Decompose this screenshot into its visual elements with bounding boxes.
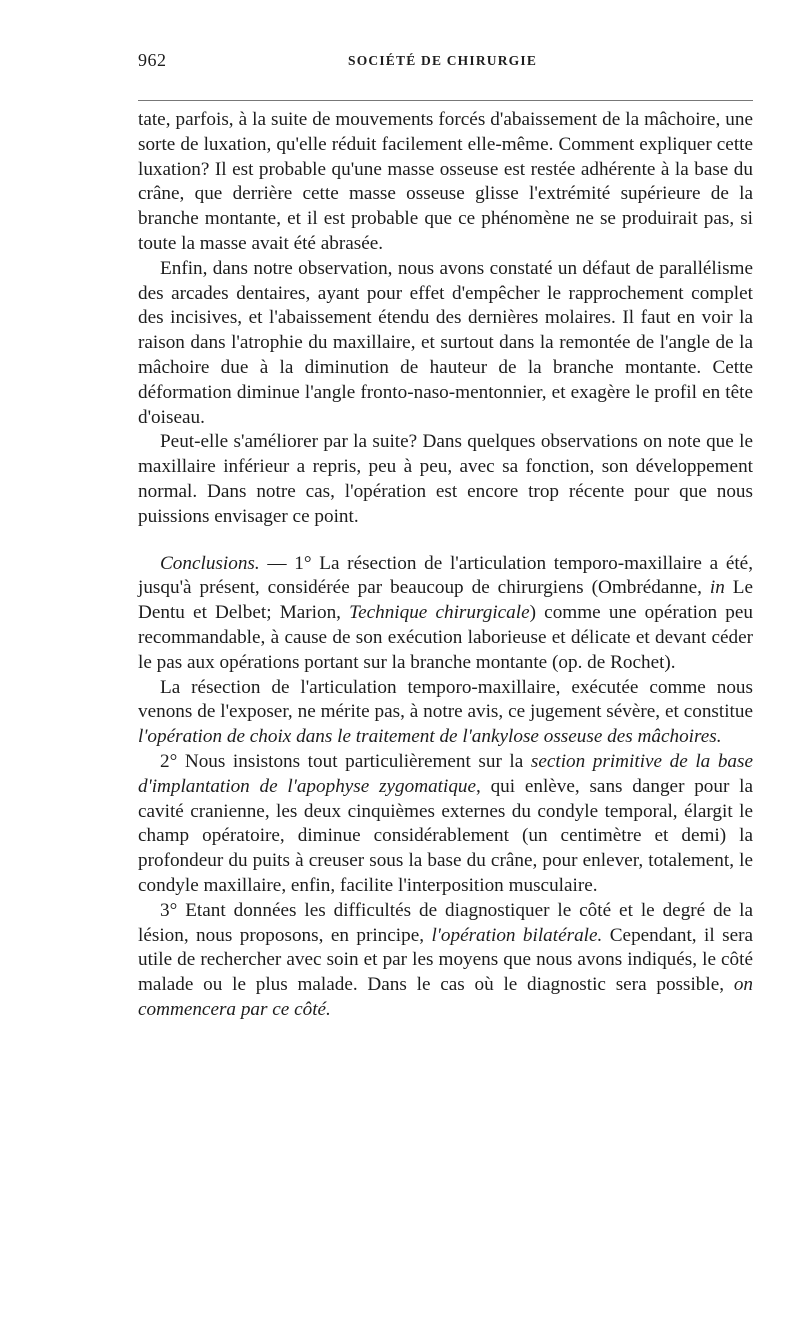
italic-text-run: section primitive de la base d'implantation de l'apophyse zygomatique <box>138 750 753 797</box>
text-run: Le Dentu et Delbet; Marion, <box>138 577 753 624</box>
page-number: 962 <box>138 50 167 70</box>
text-run: tate, parfois, à la suite de mouvements forcés d'abaissement de la mâchoire, une sorte de luxation, qu'elle réduit facilement elle-même. Comment expliquer cette luxation? Il est probable qu'une masse osseuse est restée adhérente à la base du crâne, que derrière cette masse osseuse glisse l'extrémité supérieure de la branche montante, et il est probable que ce phénomène ne se produirait pas, si toute la masse avait été abrasée. <box>138 109 753 254</box>
paragraph-improvement <box>138 430 753 529</box>
text-run: Cependant, il sera utile de rechercher avec soin et par les moyens que nous avons indiqués, le côté malade ou le plus malade. Dans le cas où le diagnostic sera possible, <box>138 924 753 996</box>
italic-text-run: l'opération de choix dans le traitement de l'ankylose osseuse des mâchoires. <box>138 726 722 748</box>
italic-text-run: on commencera par ce côté. <box>138 974 753 1020</box>
header-rule <box>138 100 753 101</box>
text-run: , qui enlève, sans danger pour la cavité cranienne, les deux cinquièmes externes du condyle temporal, élargit le champ opératoire, diminue considérablement (un centimètre et demi) la profondeur du puits à creuser sous la base du crâne, pour enlever, totalement, le condyle maxillaire, enfin, facilite l'interposition musculaire. <box>138 775 753 896</box>
paragraph-parallelism <box>138 257 753 431</box>
running-head <box>138 50 753 74</box>
text-run: — 1° La résection de l'articulation temporo-maxillaire a été, jusqu'à présent, considérée par beaucoup de chirurgiens (Ombrédanne, <box>138 552 753 599</box>
text-run: La résection de l'articulation temporo-maxillaire, exécutée comme nous venons de l'exposer, ne mérite pas, à notre avis, ce jugement sévère, et constitue <box>138 676 753 723</box>
italic-text-run: l'opération bilatérale. <box>431 924 603 946</box>
italic-text-run: in <box>709 577 725 599</box>
paragraph-bilateral <box>138 899 753 1023</box>
italic-text-run: Conclusions. <box>160 552 260 574</box>
text-run: 3° Etant données les difficultés de diagnostiquer le côté et le degré de la lésion, nous proposons, en principe, <box>138 899 753 946</box>
paragraph-conclusions <box>138 552 753 676</box>
paragraph-judgement <box>138 676 753 750</box>
paragraph-section-primitive <box>138 750 753 899</box>
body-text <box>138 108 753 1023</box>
text-run: 2° Nous insistons tout particulièrement sur la <box>160 750 531 772</box>
journal-title: SOCIÉTÉ DE CHIRURGIE <box>348 53 538 68</box>
text-run: ) comme une opération peu recommandable, à cause de son exécution laborieuse et délicate et devant céder le pas aux opérations portant sur la branche montante (op. de Rochet). <box>138 602 754 673</box>
paragraph-continuation <box>138 108 753 257</box>
document-page <box>138 0 753 1340</box>
text-run: Enfin, dans notre observation, nous avons constaté un défaut de parallélisme des arcades dentaires, ayant pour effet d'empêcher le rapprochement complet des incisives, et l'abaissement étendu des dernières molaires. Il faut en voir la raison dans l'atrophie du maxillaire, et surtout dans la remontée de l'angle de la mâchoire due à la diminution de hauteur de la branche montante. Cette déformation diminue l'angle fronto-naso-mentonnier, et exagère le profil en tête d'oiseau. <box>138 257 753 428</box>
text-run: Peut-elle s'améliorer par la suite? Dans quelques observations on note que le maxillaire inférieur a repris, peu à peu, avec sa fonction, son développement normal. Dans notre cas, l'opération est encore trop récente pour que nous puissions envisager ce point. <box>138 431 753 527</box>
italic-text-run: Technique chirurgicale <box>349 602 530 624</box>
